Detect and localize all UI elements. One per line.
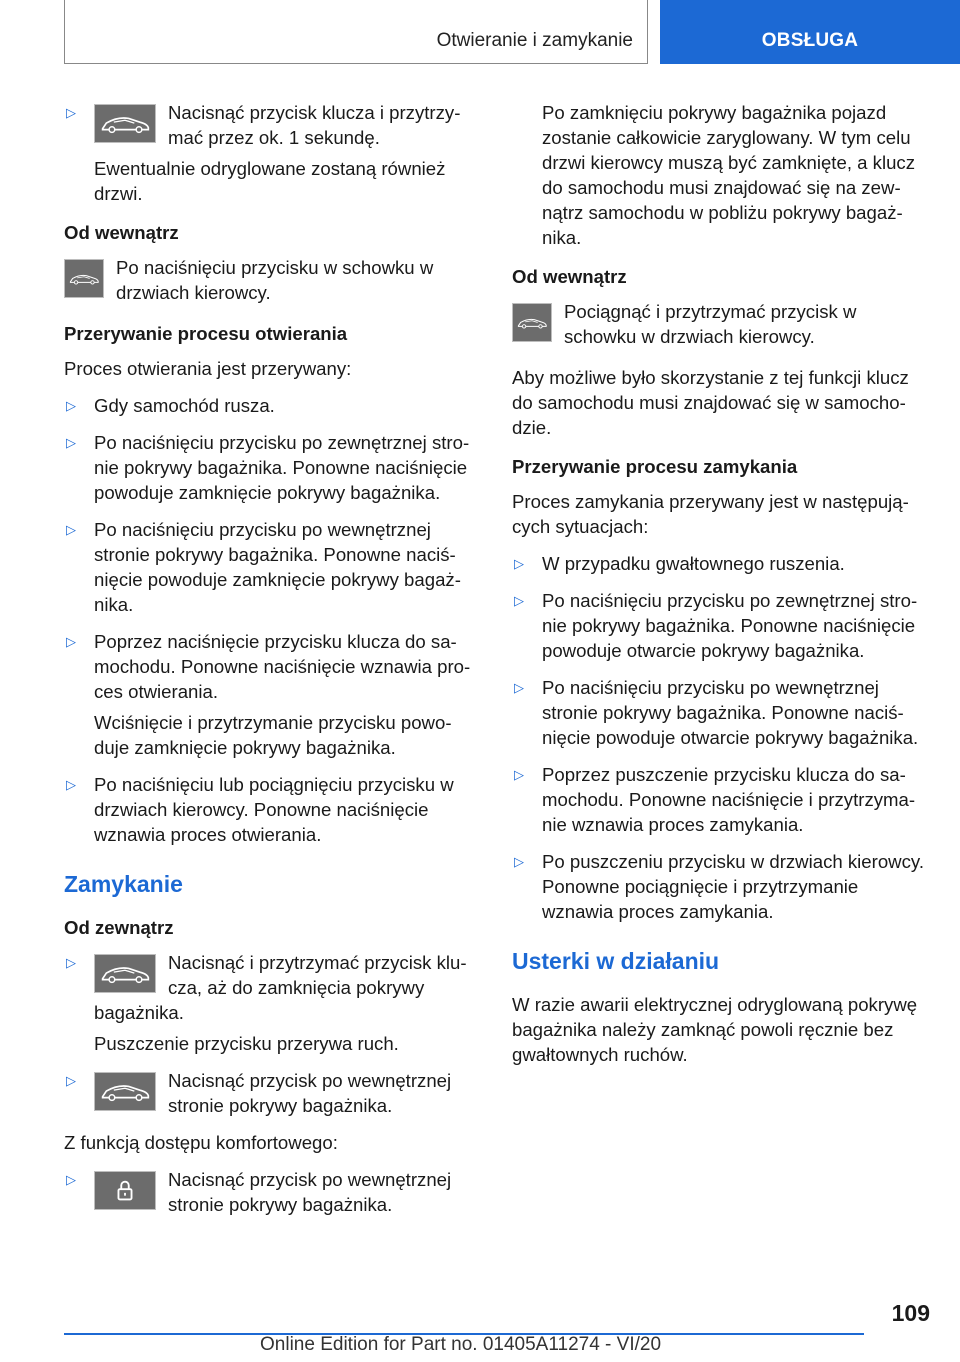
instruction-block: [512, 299, 928, 349]
bullet-triangle-icon: ▷: [66, 435, 76, 450]
list-item-text: Po naciśnięciu przycisku po wewnętrznej stronie pokrywy bagażnika. Ponowne naciśnięcie powoduje zamknięcie pokrywy bagażnika.: [94, 519, 461, 615]
bullet-triangle-icon: ▷: [66, 955, 76, 970]
paragraph: Aby możliwe było skorzystanie z tej funkcji klucz do samochodu musi znajdować się w samochodzie.: [512, 367, 909, 438]
bullet-triangle-icon: ▷: [66, 634, 76, 649]
subheading: Przerywanie procesu zamykania: [512, 456, 798, 477]
bullet-triangle-icon: ▷: [514, 556, 524, 571]
paragraph: Proces otwierania jest przerywany:: [64, 358, 352, 379]
bullet-triangle-icon: ▷: [66, 398, 76, 413]
subheading: Od wewnątrz: [64, 222, 179, 243]
list-item: [64, 393, 480, 418]
list-item-note: Puszczenie przycisku przerywa ruch.: [94, 1033, 399, 1054]
list-item-text: Poprzez naciśnięcie przycisku klucza do samochodu. Ponowne naciśnięcie wznawia proces otwierania.: [94, 631, 471, 702]
list-item: [64, 772, 480, 847]
list-item: [64, 430, 480, 505]
section-heading: Usterki w działaniu: [512, 948, 720, 974]
trunk-button-icon: [94, 954, 156, 993]
list-item-note: Wciśnięcie i przytrzymanie przycisku powoduje zamknięcie pokrywy bagażnika.: [94, 712, 452, 758]
list-item-text: Po naciśnięciu przycisku po zewnętrznej stronie pokrywy bagażnika. Ponowne naciśnięcie powoduje zamknięcie pokrywy bagażnika.: [94, 432, 470, 503]
bullet-triangle-icon: ▷: [514, 680, 524, 695]
instruction-text: Pociągnąć i przytrzymać przycisk w schowku w drzwiach kierowcy.: [564, 301, 857, 347]
list-item-text: Po puszczeniu przycisku w drzwiach kierowcy. Ponowne pociągnięcie i przytrzymanie wznawia proces zamykania.: [542, 851, 924, 922]
paragraph: W razie awarii elektrycznej odryglowaną pokrywę bagażnika należy zamknąć powoli ręcznie bez gwałtownych ruchów.: [512, 994, 918, 1065]
bullet-triangle-icon: ▷: [514, 593, 524, 608]
list-item-text: Po naciśnięciu lub pociągnięciu przycisku w drzwiach kierowcy. Ponowne naciśnięcie wznawia proces otwierania.: [94, 774, 454, 845]
bullet-triangle-icon: ▷: [66, 105, 76, 120]
list-item-text: Po naciśnięciu przycisku po wewnętrznej stronie pokrywy bagażnika. Ponowne naciśnięcie powoduje otwarcie pokrywy bagażnika.: [542, 677, 919, 748]
list-item-text: Nacisnąć przycisk po wewnętrznej stronie pokrywy bagażnika.: [168, 1169, 452, 1215]
section-title: Otwieranie i zamykanie: [64, 0, 648, 64]
list-item: [64, 517, 480, 617]
page-header: [64, 0, 960, 66]
bullet-triangle-icon: ▷: [66, 777, 76, 792]
list-item: [512, 849, 928, 924]
list-item: [512, 551, 928, 576]
list-item-note: Ewentualnie odryglowane zostaną również drzwi.: [94, 158, 446, 204]
list-item-text: Gdy samochód rusza.: [94, 395, 275, 416]
list-item-text: Poprzez puszczenie przycisku klucza do samochodu. Ponowne naciśnięcie i przytrzymanie wznawia proces zamykania.: [542, 764, 916, 835]
list-item: [64, 1167, 480, 1217]
section-heading: Zamykanie: [64, 871, 183, 897]
left-column: [64, 100, 480, 1229]
lock-button-icon: [94, 1171, 156, 1210]
list-item-text: W przypadku gwałtownego ruszenia.: [542, 553, 845, 574]
instruction-text: Po naciśnięciu przycisku w schowku w drzwiach kierowcy.: [116, 257, 434, 303]
chapter-tab: OBSŁUGA: [660, 0, 960, 64]
list-item-text: Nacisnąć i przytrzymać przycisk klucza, aż do zamknięcia pokrywy bagażnika.: [94, 952, 467, 1023]
right-column: [512, 100, 928, 1079]
paragraph: Po zamknięciu pokrywy bagażnika pojazd zostanie całkowicie zaryglowany. W tym celu drzwi kierowcy muszą być zamknięte, a klucz do samochodu musi znajdować się na zewnątrz samochodu w pobliżu pokrywy bagażnika.: [542, 102, 916, 248]
list-item-text: Nacisnąć przycisk po wewnętrznej stronie pokrywy bagażnika.: [168, 1070, 452, 1116]
trunk-button-icon: [94, 1072, 156, 1111]
bullet-triangle-icon: ▷: [514, 854, 524, 869]
list-item: [512, 588, 928, 663]
bullet-triangle-icon: ▷: [66, 1172, 76, 1187]
list-item-text: Nacisnąć przycisk klucza i przytrzymać przez ok. 1 sekundę.: [168, 102, 461, 148]
paragraph: Proces zamykania przerywany jest w następujących sytuacjach:: [512, 491, 909, 537]
trunk-button-icon: [64, 259, 104, 298]
subheading: Przerywanie procesu otwierania: [64, 323, 348, 344]
list-item: [64, 100, 480, 206]
bullet-triangle-icon: ▷: [66, 1073, 76, 1088]
page-number: 109: [891, 1300, 930, 1326]
instruction-block: [64, 255, 480, 305]
subheading: Od wewnątrz: [512, 266, 627, 287]
paragraph: Z funkcją dostępu komfortowego:: [64, 1132, 338, 1153]
bullet-triangle-icon: ▷: [66, 522, 76, 537]
subheading: Od zewnątrz: [64, 917, 174, 938]
edition-footer: Online Edition for Part no. 01405A11274 - VI/20: [260, 1334, 662, 1355]
list-item: [64, 950, 480, 1056]
list-item: [512, 675, 928, 750]
list-item-text: Po naciśnięciu przycisku po zewnętrznej stronie pokrywy bagażnika. Ponowne naciśnięcie powoduje otwarcie pokrywy bagażnika.: [542, 590, 918, 661]
trunk-button-icon: [512, 303, 552, 342]
list-item: [64, 629, 480, 760]
trunk-button-icon: [94, 104, 156, 143]
list-item: [512, 762, 928, 837]
list-item: [64, 1068, 480, 1118]
bullet-triangle-icon: ▷: [514, 767, 524, 782]
